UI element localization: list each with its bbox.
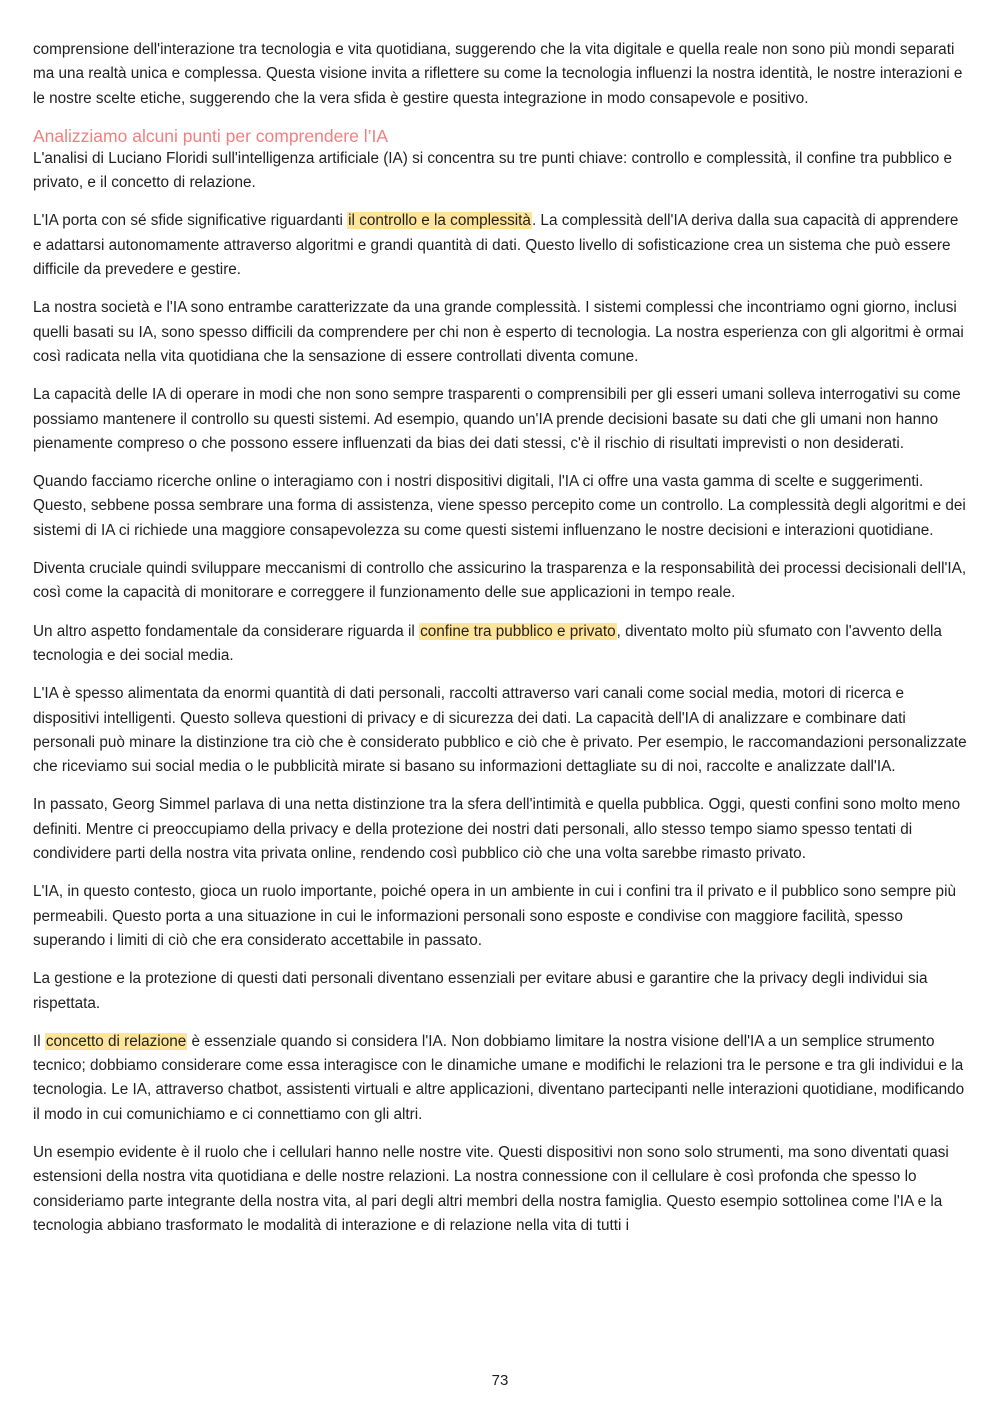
paragraph-control-mechanisms: Diventa cruciale quindi sviluppare meccanismi di controllo che assicurino la trasparenza e la responsabilità dei processi decisionali dell'IA, così come la capacità di monitorare e correggere il funzionamento delle sue applicazioni in tempo reale.	[33, 560, 967, 602]
paragraph-public-private	[33, 620, 968, 669]
paragraph-transparency: La capacità delle IA di operare in modi che non sono sempre trasparenti o comprensibili per gli esseri umani solleva interrogativi su come possiamo mantenere il controllo su questi sistemi. Ad esempio, quando un'IA prende decisioni basate su dati che gli umani non hanno pienamente compreso o che possono essere influenzati da bias dei dati stessi, c'è il rischio di risultati imprevisti o non desiderati.	[33, 386, 961, 452]
text-segment: è essenziale quando si considera l'IA. Non dobbiamo limitare la nostra visione dell'IA a un semplice strumento tecnico; dobbiamo considerare come essa interagisce con le dinamiche umane e modifichi le relazioni tra le persone e tra gli individui e la tecnologia. Le IA, attraverso chatbot, assistenti virtuali e altre applicazioni, diventano partecipanti nelle interazioni quotidiane, modificando il modo in cui comunichiamo e ci connettiamo con gli altri.	[33, 1032, 965, 1123]
paragraph-online-search: Quando facciamo ricerche online o interagiamo con i nostri dispositivi digitali, l'IA ci offre una vasta gamma di scelte e suggerimenti. Questo, sebbene possa sembrare una forma di assistenza, viene spesso percepito come un controllo. La complessità degli algoritmi e dei sistemi di IA ci richiede una maggiore consapevolezza su come questi sistemi influenzano le nostre decisioni e interazioni quotidiane.	[33, 473, 966, 539]
text-segment: . La complessità dell'IA deriva dalla sua capacità di apprendere e adattarsi autonomamente attraverso algoritmi e grandi quantità di dati. Questo livello di sofisticazione crea un sistema che può essere difficile da prevedere e gestire.	[33, 212, 959, 279]
text-segment: , diventato molto più sfumato con l'avvento della tecnologia e dei social media.	[33, 622, 942, 664]
paragraph-data-protection: La gestione e la protezione di questi dati personali diventano essenziali per evitare abusi e garantire che la privacy degli individui sia rispettata.	[33, 970, 928, 1012]
paragraph-control-complexity	[33, 209, 968, 282]
paragraph-personal-data: L'IA è spesso alimentata da enormi quantità di dati personali, raccolti attraverso vari canali come social media, motori di ricerca e dispositivi intelligenti. Questo solleva questioni di privacy e di sicurezza dei dati. La capacità dell'IA di analizzare e combinare dati personali può minare la distinzione tra ciò che è considerato pubblico e ciò che è privato. Per esempio, le raccomandazioni personalizzate che riceviamo sui social media o le pubblicità mirate si basano su informazioni dettagliate su di noi, raccolte e analizzate dall'IA.	[33, 685, 967, 776]
highlight-relationship: concetto di relazione	[45, 1032, 187, 1050]
highlight-public-private: confine tra pubblico e privato	[420, 622, 616, 640]
text-segment: Un altro aspetto fondamentale da considerare riguarda il	[33, 622, 420, 640]
paragraph-permeable-boundaries: L'IA, in questo contesto, gioca un ruolo importante, poiché opera in un ambiente in cui i confini tra il privato e il pubblico sono sempre più permeabili. Questo porta a una situazione in cui le informazioni personali sono esposte e condivise con maggiore facilità, spesso superando i limiti di ciò che era considerato accettabile in passato.	[33, 883, 956, 949]
paragraph-simmel: In passato, Georg Simmel parlava di una netta distinzione tra la sfera dell'intimità e quella pubblica. Oggi, questi confini sono molto meno definiti. Mentre ci preoccupiamo della privacy e della protezione dei nostri dati personali, allo stesso tempo siamo spesso tentati di condividere parti della nostra vita privata online, rendendo così pubblico ciò che una volta sarebbe rimasto privato.	[33, 796, 961, 863]
paragraph-floridi-analysis: L'analisi di Luciano Floridi sull'intelligenza artificiale (IA) si concentra su tre punti chiave: controllo e complessità, il confine tra pubblico e privato, e il concetto di relazione.	[33, 149, 953, 192]
paragraph-mobile-phones: Un esempio evidente è il ruolo che i cellulari hanno nelle nostre vite. Questi dispositivi non sono solo strumenti, ma sono diventati quasi estensioni della nostra vita quotidiana e delle nostre relazioni. La nostra connessione con il cellulare è così profonda che spesso lo consideriamo parte integrante della nostra vita, al pari degli altri membri della nostra famiglia. Questo esempio sottolinea come l'IA e la tecnologia abbiano trasformato le modalità di interazione e di relazione nella vita di tutti i	[33, 1143, 949, 1234]
text-segment: L'IA porta con sé sfide significative riguardanti	[33, 212, 348, 230]
text-segment: Il	[33, 1032, 45, 1050]
paragraph-relationship	[33, 1030, 968, 1127]
paragraph-intro: comprensione dell'interazione tra tecnologia e vita quotidiana, suggerendo che la vita digitale e quella reale non sono più mondi separati ma una realtà unica e complessa. Questa visione invita a riflettere su come la tecnologia influenzi la nostra identità, le nostre interazioni e le nostre scelte etiche, suggerendo che la vera sfida è gestire questa integrazione in modo consapevole e positivo.	[33, 41, 963, 107]
document-page	[33, 38, 968, 1252]
paragraph-society-complexity: La nostra società e l'IA sono entrambe caratterizzate da una grande complessità. I sistemi complessi che incontriamo ogni giorno, inclusi quelli basati su IA, sono spesso difficili da comprendere per chi non è esperto di tecnologia. La nostra esperienza con gli algoritmi è ormai così radicata nella vita quotidiana che la sensazione di essere controllati diventa comune.	[33, 299, 964, 365]
highlight-control-complexity: il controllo e la complessità	[348, 212, 531, 230]
section-heading: Analizziamo alcuni punti per comprendere l’IA	[33, 125, 389, 146]
page-number: 73	[491, 1372, 509, 1389]
